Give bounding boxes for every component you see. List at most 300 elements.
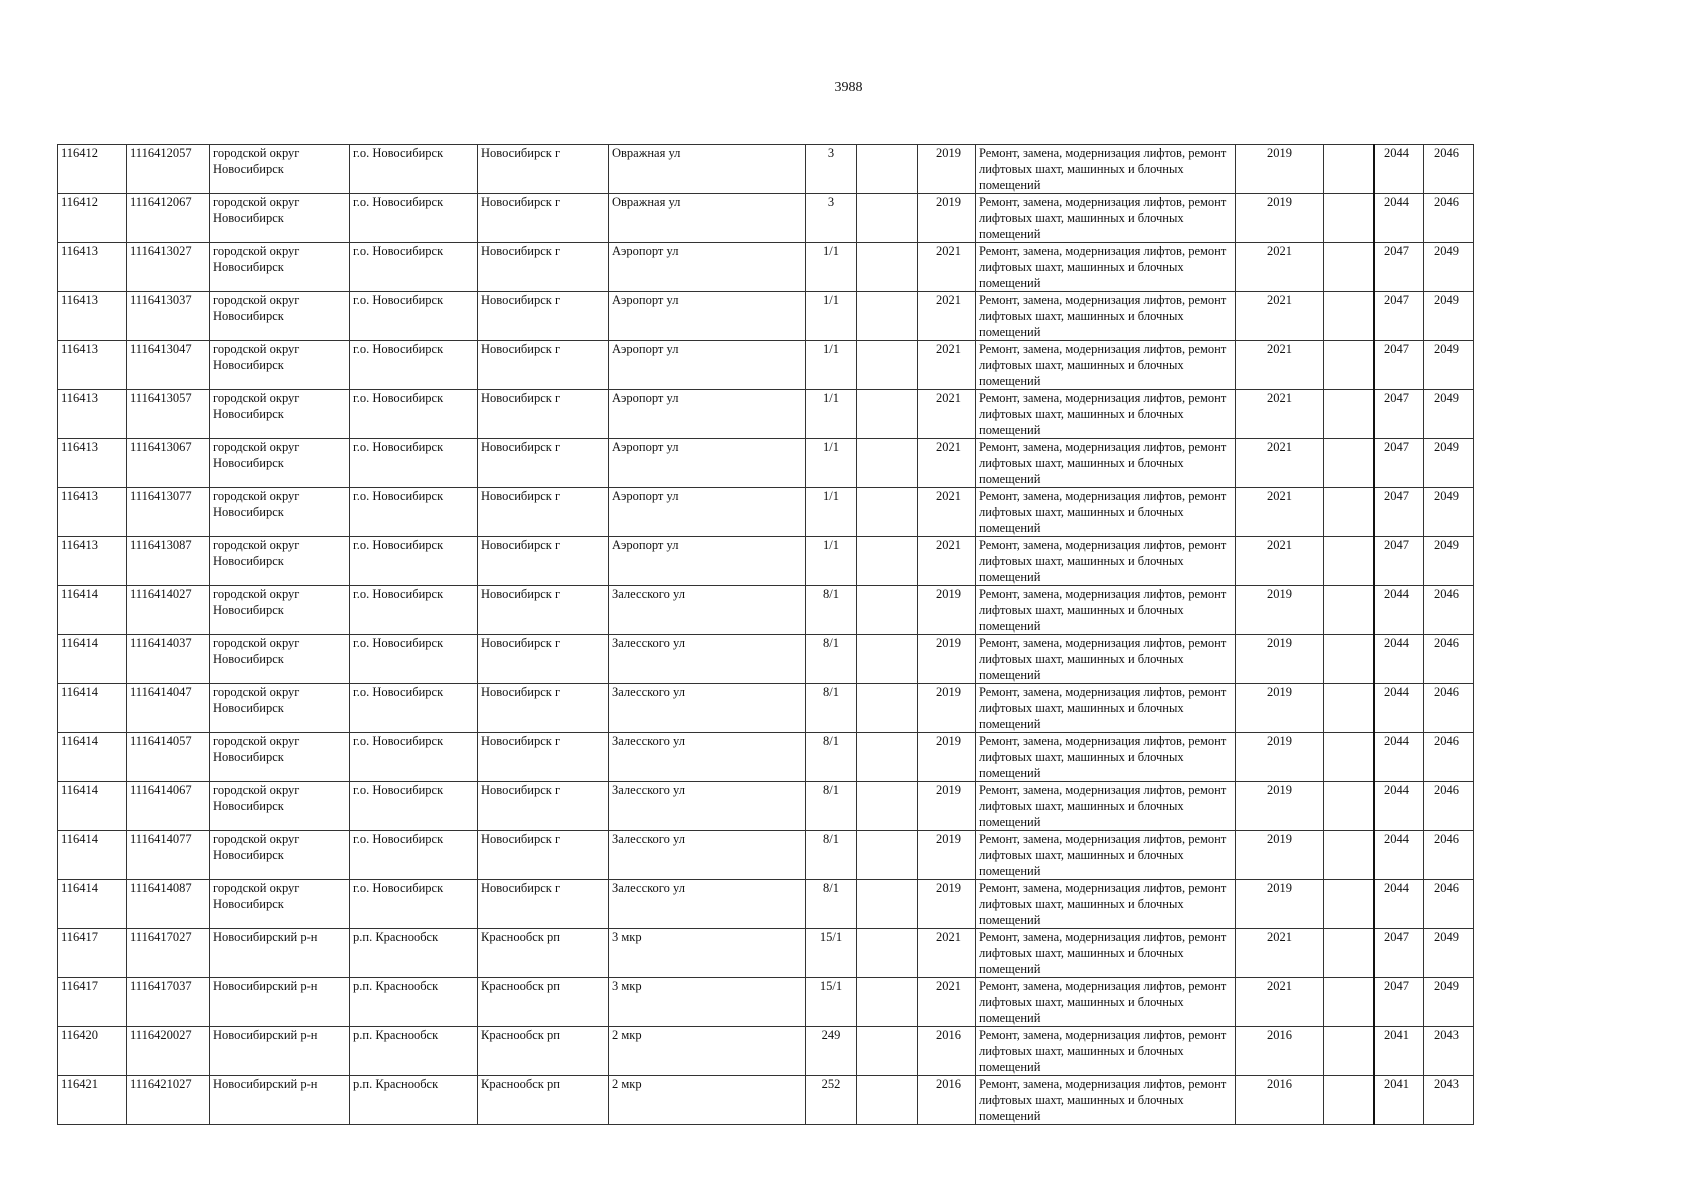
period-end-cell: 2046 (1424, 733, 1474, 782)
period-start-cell: 2044 (1374, 782, 1424, 831)
object-id-cell: 1116413047 (127, 341, 210, 390)
table-row (58, 292, 1474, 341)
period-start-cell: 2044 (1374, 586, 1424, 635)
house-number-cell: 3 (806, 194, 857, 243)
plan-year-cell: 2021 (918, 488, 976, 537)
house-code-cell: 116421 (58, 1076, 127, 1125)
work-year-cell: 2019 (1236, 733, 1324, 782)
work-year-cell: 2021 (1236, 390, 1324, 439)
street-cell: Аэропорт ул (609, 390, 806, 439)
municipality-cell: Новосибирский р-н (210, 1076, 350, 1125)
settlement-cell: г.о. Новосибирск (350, 488, 478, 537)
empty-cell-2 (1324, 194, 1374, 243)
empty-cell-2 (1324, 439, 1374, 488)
empty-cell-2 (1324, 390, 1374, 439)
house-code-cell: 116413 (58, 341, 127, 390)
municipality-cell: городской округ Новосибирск (210, 733, 350, 782)
plan-year-cell: 2019 (918, 194, 976, 243)
table-row (58, 586, 1474, 635)
table-row (58, 880, 1474, 929)
table-row (58, 488, 1474, 537)
street-cell: Овражная ул (609, 194, 806, 243)
work-type-cell: Ремонт, замена, модернизация лифтов, ремонт лифтовых шахт, машинных и блочных помещений (976, 537, 1236, 586)
empty-cell-1 (857, 537, 918, 586)
work-type-cell: Ремонт, замена, модернизация лифтов, ремонт лифтовых шахт, машинных и блочных помещений (976, 586, 1236, 635)
house-number-cell: 8/1 (806, 635, 857, 684)
settlement-cell: р.п. Краснообск (350, 929, 478, 978)
empty-cell-1 (857, 145, 918, 194)
work-type-cell: Ремонт, замена, модернизация лифтов, ремонт лифтовых шахт, машинных и блочных помещений (976, 978, 1236, 1027)
municipality-cell: Новосибирский р-н (210, 929, 350, 978)
settlement-cell: г.о. Новосибирск (350, 537, 478, 586)
empty-cell-2 (1324, 978, 1374, 1027)
work-year-cell: 2021 (1236, 929, 1324, 978)
street-cell: Аэропорт ул (609, 243, 806, 292)
work-year-cell: 2019 (1236, 586, 1324, 635)
work-type-cell: Ремонт, замена, модернизация лифтов, ремонт лифтовых шахт, машинных и блочных помещений (976, 1076, 1236, 1125)
period-end-cell: 2043 (1424, 1027, 1474, 1076)
work-year-cell: 2019 (1236, 684, 1324, 733)
period-end-cell: 2049 (1424, 243, 1474, 292)
page-number: 3988 (834, 80, 863, 95)
municipality-cell: городской округ Новосибирск (210, 684, 350, 733)
house-number-cell: 8/1 (806, 684, 857, 733)
object-id-cell: 1116413067 (127, 439, 210, 488)
table-row (58, 145, 1474, 194)
object-id-cell: 1116413077 (127, 488, 210, 537)
empty-cell-2 (1324, 1076, 1374, 1125)
municipality-cell: городской округ Новосибирск (210, 586, 350, 635)
municipality-cell: Новосибирский р-н (210, 978, 350, 1027)
work-type-cell: Ремонт, замена, модернизация лифтов, ремонт лифтовых шахт, машинных и блочных помещений (976, 635, 1236, 684)
settlement-cell: г.о. Новосибирск (350, 831, 478, 880)
period-start-cell: 2044 (1374, 733, 1424, 782)
street-cell: Аэропорт ул (609, 439, 806, 488)
empty-cell-1 (857, 194, 918, 243)
house-number-cell: 3 (806, 145, 857, 194)
plan-year-cell: 2021 (918, 929, 976, 978)
empty-cell-1 (857, 439, 918, 488)
plan-year-cell: 2016 (918, 1027, 976, 1076)
settlement-cell: г.о. Новосибирск (350, 390, 478, 439)
locality-cell: Новосибирск г (478, 880, 609, 929)
empty-cell-2 (1324, 292, 1374, 341)
empty-cell-2 (1324, 782, 1374, 831)
period-start-cell: 2047 (1374, 439, 1424, 488)
object-id-cell: 1116413037 (127, 292, 210, 341)
period-start-cell: 2041 (1374, 1027, 1424, 1076)
plan-year-cell: 2016 (918, 1076, 976, 1125)
house-code-cell: 116413 (58, 390, 127, 439)
house-code-cell: 116413 (58, 243, 127, 292)
object-id-cell: 1116417037 (127, 978, 210, 1027)
table-row (58, 684, 1474, 733)
locality-cell: Новосибирск г (478, 782, 609, 831)
municipality-cell: городской округ Новосибирск (210, 390, 350, 439)
empty-cell-2 (1324, 880, 1374, 929)
settlement-cell: г.о. Новосибирск (350, 586, 478, 635)
empty-cell-1 (857, 390, 918, 439)
plan-year-cell: 2021 (918, 439, 976, 488)
empty-cell-2 (1324, 145, 1374, 194)
settlement-cell: г.о. Новосибирск (350, 635, 478, 684)
table-row (58, 1027, 1474, 1076)
table-row (58, 782, 1474, 831)
empty-cell-2 (1324, 537, 1374, 586)
empty-cell-1 (857, 586, 918, 635)
house-code-cell: 116417 (58, 929, 127, 978)
municipality-cell: городской округ Новосибирск (210, 194, 350, 243)
object-id-cell: 1116421027 (127, 1076, 210, 1125)
house-number-cell: 8/1 (806, 733, 857, 782)
work-year-cell: 2021 (1236, 537, 1324, 586)
house-code-cell: 116413 (58, 537, 127, 586)
period-end-cell: 2049 (1424, 292, 1474, 341)
object-id-cell: 1116414027 (127, 586, 210, 635)
work-type-cell: Ремонт, замена, модернизация лифтов, ремонт лифтовых шахт, машинных и блочных помещений (976, 439, 1236, 488)
empty-cell-1 (857, 635, 918, 684)
period-start-cell: 2044 (1374, 684, 1424, 733)
table-row (58, 635, 1474, 684)
street-cell: Аэропорт ул (609, 341, 806, 390)
period-end-cell: 2049 (1424, 929, 1474, 978)
work-type-cell: Ремонт, замена, модернизация лифтов, ремонт лифтовых шахт, машинных и блочных помещений (976, 145, 1236, 194)
work-type-cell: Ремонт, замена, модернизация лифтов, ремонт лифтовых шахт, машинных и блочных помещений (976, 733, 1236, 782)
object-id-cell: 1116414047 (127, 684, 210, 733)
object-id-cell: 1116412057 (127, 145, 210, 194)
house-code-cell: 116413 (58, 292, 127, 341)
work-year-cell: 2021 (1236, 978, 1324, 1027)
municipality-cell: городской округ Новосибирск (210, 488, 350, 537)
house-code-cell: 116414 (58, 733, 127, 782)
municipality-cell: Новосибирский р-н (210, 1027, 350, 1076)
street-cell: 3 мкр (609, 929, 806, 978)
house-number-cell: 1/1 (806, 341, 857, 390)
municipality-cell: городской округ Новосибирск (210, 243, 350, 292)
empty-cell-1 (857, 1076, 918, 1125)
table-row (58, 243, 1474, 292)
work-type-cell: Ремонт, замена, модернизация лифтов, ремонт лифтовых шахт, машинных и блочных помещений (976, 292, 1236, 341)
work-type-cell: Ремонт, замена, модернизация лифтов, ремонт лифтовых шахт, машинных и блочных помещений (976, 243, 1236, 292)
plan-year-cell: 2019 (918, 684, 976, 733)
locality-cell: Новосибирск г (478, 488, 609, 537)
period-start-cell: 2041 (1374, 1076, 1424, 1125)
empty-cell-1 (857, 341, 918, 390)
street-cell: Залесского ул (609, 831, 806, 880)
settlement-cell: г.о. Новосибирск (350, 684, 478, 733)
house-code-cell: 116413 (58, 488, 127, 537)
plan-year-cell: 2019 (918, 635, 976, 684)
plan-year-cell: 2021 (918, 390, 976, 439)
period-end-cell: 2049 (1424, 537, 1474, 586)
period-start-cell: 2044 (1374, 635, 1424, 684)
house-code-cell: 116413 (58, 439, 127, 488)
work-year-cell: 2019 (1236, 880, 1324, 929)
period-start-cell: 2047 (1374, 488, 1424, 537)
period-start-cell: 2044 (1374, 145, 1424, 194)
table-row (58, 831, 1474, 880)
settlement-cell: р.п. Краснообск (350, 1027, 478, 1076)
municipality-cell: городской округ Новосибирск (210, 782, 350, 831)
locality-cell: Новосибирск г (478, 390, 609, 439)
house-code-cell: 116414 (58, 635, 127, 684)
object-id-cell: 1116413057 (127, 390, 210, 439)
period-end-cell: 2046 (1424, 831, 1474, 880)
work-year-cell: 2021 (1236, 341, 1324, 390)
house-code-cell: 116412 (58, 145, 127, 194)
street-cell: Залесского ул (609, 782, 806, 831)
table-row (58, 537, 1474, 586)
period-end-cell: 2049 (1424, 341, 1474, 390)
work-type-cell: Ремонт, замена, модернизация лифтов, ремонт лифтовых шахт, машинных и блочных помещений (976, 390, 1236, 439)
period-start-cell: 2044 (1374, 831, 1424, 880)
house-number-cell: 8/1 (806, 831, 857, 880)
work-year-cell: 2021 (1236, 243, 1324, 292)
work-year-cell: 2021 (1236, 292, 1324, 341)
street-cell: 3 мкр (609, 978, 806, 1027)
street-cell: Залесского ул (609, 880, 806, 929)
locality-cell: Новосибирск г (478, 733, 609, 782)
empty-cell-1 (857, 831, 918, 880)
settlement-cell: г.о. Новосибирск (350, 292, 478, 341)
work-type-cell: Ремонт, замена, модернизация лифтов, ремонт лифтовых шахт, машинных и блочных помещений (976, 782, 1236, 831)
period-end-cell: 2049 (1424, 439, 1474, 488)
plan-year-cell: 2019 (918, 733, 976, 782)
house-code-cell: 116414 (58, 782, 127, 831)
plan-year-cell: 2019 (918, 782, 976, 831)
municipality-cell: городской округ Новосибирск (210, 635, 350, 684)
street-cell: Аэропорт ул (609, 292, 806, 341)
work-type-cell: Ремонт, замена, модернизация лифтов, ремонт лифтовых шахт, машинных и блочных помещений (976, 831, 1236, 880)
street-cell: Залесского ул (609, 635, 806, 684)
empty-cell-2 (1324, 929, 1374, 978)
table-row (58, 1076, 1474, 1125)
empty-cell-1 (857, 733, 918, 782)
settlement-cell: г.о. Новосибирск (350, 194, 478, 243)
period-start-cell: 2044 (1374, 194, 1424, 243)
period-end-cell: 2043 (1424, 1076, 1474, 1125)
settlement-cell: г.о. Новосибирск (350, 782, 478, 831)
house-code-cell: 116420 (58, 1027, 127, 1076)
settlement-cell: г.о. Новосибирск (350, 439, 478, 488)
object-id-cell: 1116420027 (127, 1027, 210, 1076)
empty-cell-2 (1324, 1027, 1374, 1076)
period-start-cell: 2047 (1374, 243, 1424, 292)
period-start-cell: 2047 (1374, 390, 1424, 439)
house-number-cell: 249 (806, 1027, 857, 1076)
work-year-cell: 2019 (1236, 635, 1324, 684)
registry-table (57, 144, 1474, 1125)
house-code-cell: 116412 (58, 194, 127, 243)
empty-cell-2 (1324, 684, 1374, 733)
plan-year-cell: 2021 (918, 341, 976, 390)
period-end-cell: 2049 (1424, 488, 1474, 537)
municipality-cell: городской округ Новосибирск (210, 292, 350, 341)
street-cell: Аэропорт ул (609, 488, 806, 537)
house-number-cell: 252 (806, 1076, 857, 1125)
empty-cell-1 (857, 243, 918, 292)
work-type-cell: Ремонт, замена, модернизация лифтов, ремонт лифтовых шахт, машинных и блочных помещений (976, 488, 1236, 537)
period-start-cell: 2047 (1374, 341, 1424, 390)
locality-cell: Новосибирск г (478, 684, 609, 733)
house-number-cell: 1/1 (806, 537, 857, 586)
locality-cell: Краснообск рп (478, 978, 609, 1027)
work-year-cell: 2016 (1236, 1076, 1324, 1125)
work-type-cell: Ремонт, замена, модернизация лифтов, ремонт лифтовых шахт, машинных и блочных помещений (976, 929, 1236, 978)
period-end-cell: 2046 (1424, 194, 1474, 243)
locality-cell: Новосибирск г (478, 292, 609, 341)
house-code-cell: 116414 (58, 831, 127, 880)
municipality-cell: городской округ Новосибирск (210, 439, 350, 488)
street-cell: Залесского ул (609, 684, 806, 733)
locality-cell: Новосибирск г (478, 145, 609, 194)
object-id-cell: 1116413087 (127, 537, 210, 586)
empty-cell-1 (857, 880, 918, 929)
street-cell: Овражная ул (609, 145, 806, 194)
empty-cell-2 (1324, 733, 1374, 782)
empty-cell-1 (857, 782, 918, 831)
house-number-cell: 15/1 (806, 929, 857, 978)
empty-cell-1 (857, 292, 918, 341)
work-type-cell: Ремонт, замена, модернизация лифтов, ремонт лифтовых шахт, машинных и блочных помещений (976, 1027, 1236, 1076)
period-start-cell: 2047 (1374, 537, 1424, 586)
work-year-cell: 2019 (1236, 782, 1324, 831)
house-code-cell: 116414 (58, 684, 127, 733)
locality-cell: Краснообск рп (478, 1027, 609, 1076)
settlement-cell: г.о. Новосибирск (350, 145, 478, 194)
locality-cell: Новосибирск г (478, 194, 609, 243)
plan-year-cell: 2019 (918, 586, 976, 635)
period-start-cell: 2047 (1374, 978, 1424, 1027)
table-row (58, 341, 1474, 390)
object-id-cell: 1116414077 (127, 831, 210, 880)
period-end-cell: 2046 (1424, 684, 1474, 733)
municipality-cell: городской округ Новосибирск (210, 880, 350, 929)
municipality-cell: городской округ Новосибирск (210, 341, 350, 390)
locality-cell: Краснообск рп (478, 1076, 609, 1125)
empty-cell-2 (1324, 831, 1374, 880)
settlement-cell: р.п. Краснообск (350, 1076, 478, 1125)
settlement-cell: г.о. Новосибирск (350, 880, 478, 929)
house-number-cell: 8/1 (806, 782, 857, 831)
empty-cell-2 (1324, 586, 1374, 635)
object-id-cell: 1116414037 (127, 635, 210, 684)
municipality-cell: городской округ Новосибирск (210, 537, 350, 586)
period-end-cell: 2046 (1424, 782, 1474, 831)
plan-year-cell: 2019 (918, 831, 976, 880)
plan-year-cell: 2019 (918, 145, 976, 194)
house-number-cell: 1/1 (806, 390, 857, 439)
period-end-cell: 2049 (1424, 978, 1474, 1027)
plan-year-cell: 2021 (918, 978, 976, 1027)
work-year-cell: 2021 (1236, 488, 1324, 537)
empty-cell-1 (857, 488, 918, 537)
table-row (58, 929, 1474, 978)
period-start-cell: 2044 (1374, 880, 1424, 929)
object-id-cell: 1116414067 (127, 782, 210, 831)
work-type-cell: Ремонт, замена, модернизация лифтов, ремонт лифтовых шахт, машинных и блочных помещений (976, 341, 1236, 390)
period-end-cell: 2046 (1424, 586, 1474, 635)
table-row (58, 194, 1474, 243)
locality-cell: Новосибирск г (478, 341, 609, 390)
plan-year-cell: 2019 (918, 880, 976, 929)
object-id-cell: 1116414057 (127, 733, 210, 782)
work-type-cell: Ремонт, замена, модернизация лифтов, ремонт лифтовых шахт, машинных и блочных помещений (976, 880, 1236, 929)
house-number-cell: 15/1 (806, 978, 857, 1027)
settlement-cell: г.о. Новосибирск (350, 733, 478, 782)
object-id-cell: 1116412067 (127, 194, 210, 243)
work-year-cell: 2021 (1236, 439, 1324, 488)
locality-cell: Новосибирск г (478, 439, 609, 488)
table-row (58, 439, 1474, 488)
table-row (58, 978, 1474, 1027)
object-id-cell: 1116413027 (127, 243, 210, 292)
house-code-cell: 116417 (58, 978, 127, 1027)
locality-cell: Новосибирск г (478, 635, 609, 684)
settlement-cell: р.п. Краснообск (350, 978, 478, 1027)
table-row (58, 390, 1474, 439)
period-start-cell: 2047 (1374, 292, 1424, 341)
locality-cell: Новосибирск г (478, 243, 609, 292)
municipality-cell: городской округ Новосибирск (210, 831, 350, 880)
empty-cell-2 (1324, 488, 1374, 537)
house-number-cell: 1/1 (806, 488, 857, 537)
work-type-cell: Ремонт, замена, модернизация лифтов, ремонт лифтовых шахт, машинных и блочных помещений (976, 194, 1236, 243)
settlement-cell: г.о. Новосибирск (350, 341, 478, 390)
plan-year-cell: 2021 (918, 292, 976, 341)
work-year-cell: 2019 (1236, 145, 1324, 194)
period-end-cell: 2046 (1424, 635, 1474, 684)
house-number-cell: 1/1 (806, 439, 857, 488)
locality-cell: Новосибирск г (478, 586, 609, 635)
house-number-cell: 8/1 (806, 880, 857, 929)
settlement-cell: г.о. Новосибирск (350, 243, 478, 292)
street-cell: Залесского ул (609, 733, 806, 782)
house-number-cell: 1/1 (806, 292, 857, 341)
work-year-cell: 2016 (1236, 1027, 1324, 1076)
house-code-cell: 116414 (58, 880, 127, 929)
street-cell: Залесского ул (609, 586, 806, 635)
work-year-cell: 2019 (1236, 194, 1324, 243)
object-id-cell: 1116417027 (127, 929, 210, 978)
house-number-cell: 8/1 (806, 586, 857, 635)
registry-body (58, 145, 1474, 1125)
house-code-cell: 116414 (58, 586, 127, 635)
work-type-cell: Ремонт, замена, модернизация лифтов, ремонт лифтовых шахт, машинных и блочных помещений (976, 684, 1236, 733)
empty-cell-1 (857, 1027, 918, 1076)
municipality-cell: городской округ Новосибирск (210, 145, 350, 194)
empty-cell-2 (1324, 635, 1374, 684)
locality-cell: Новосибирск г (478, 537, 609, 586)
house-number-cell: 1/1 (806, 243, 857, 292)
period-end-cell: 2046 (1424, 145, 1474, 194)
locality-cell: Краснообск рп (478, 929, 609, 978)
street-cell: 2 мкр (609, 1027, 806, 1076)
empty-cell-2 (1324, 341, 1374, 390)
table-row (58, 733, 1474, 782)
period-end-cell: 2049 (1424, 390, 1474, 439)
period-start-cell: 2047 (1374, 929, 1424, 978)
work-year-cell: 2019 (1236, 831, 1324, 880)
street-cell: Аэропорт ул (609, 537, 806, 586)
empty-cell-2 (1324, 243, 1374, 292)
period-end-cell: 2046 (1424, 880, 1474, 929)
street-cell: 2 мкр (609, 1076, 806, 1125)
plan-year-cell: 2021 (918, 243, 976, 292)
locality-cell: Новосибирск г (478, 831, 609, 880)
plan-year-cell: 2021 (918, 537, 976, 586)
empty-cell-1 (857, 978, 918, 1027)
